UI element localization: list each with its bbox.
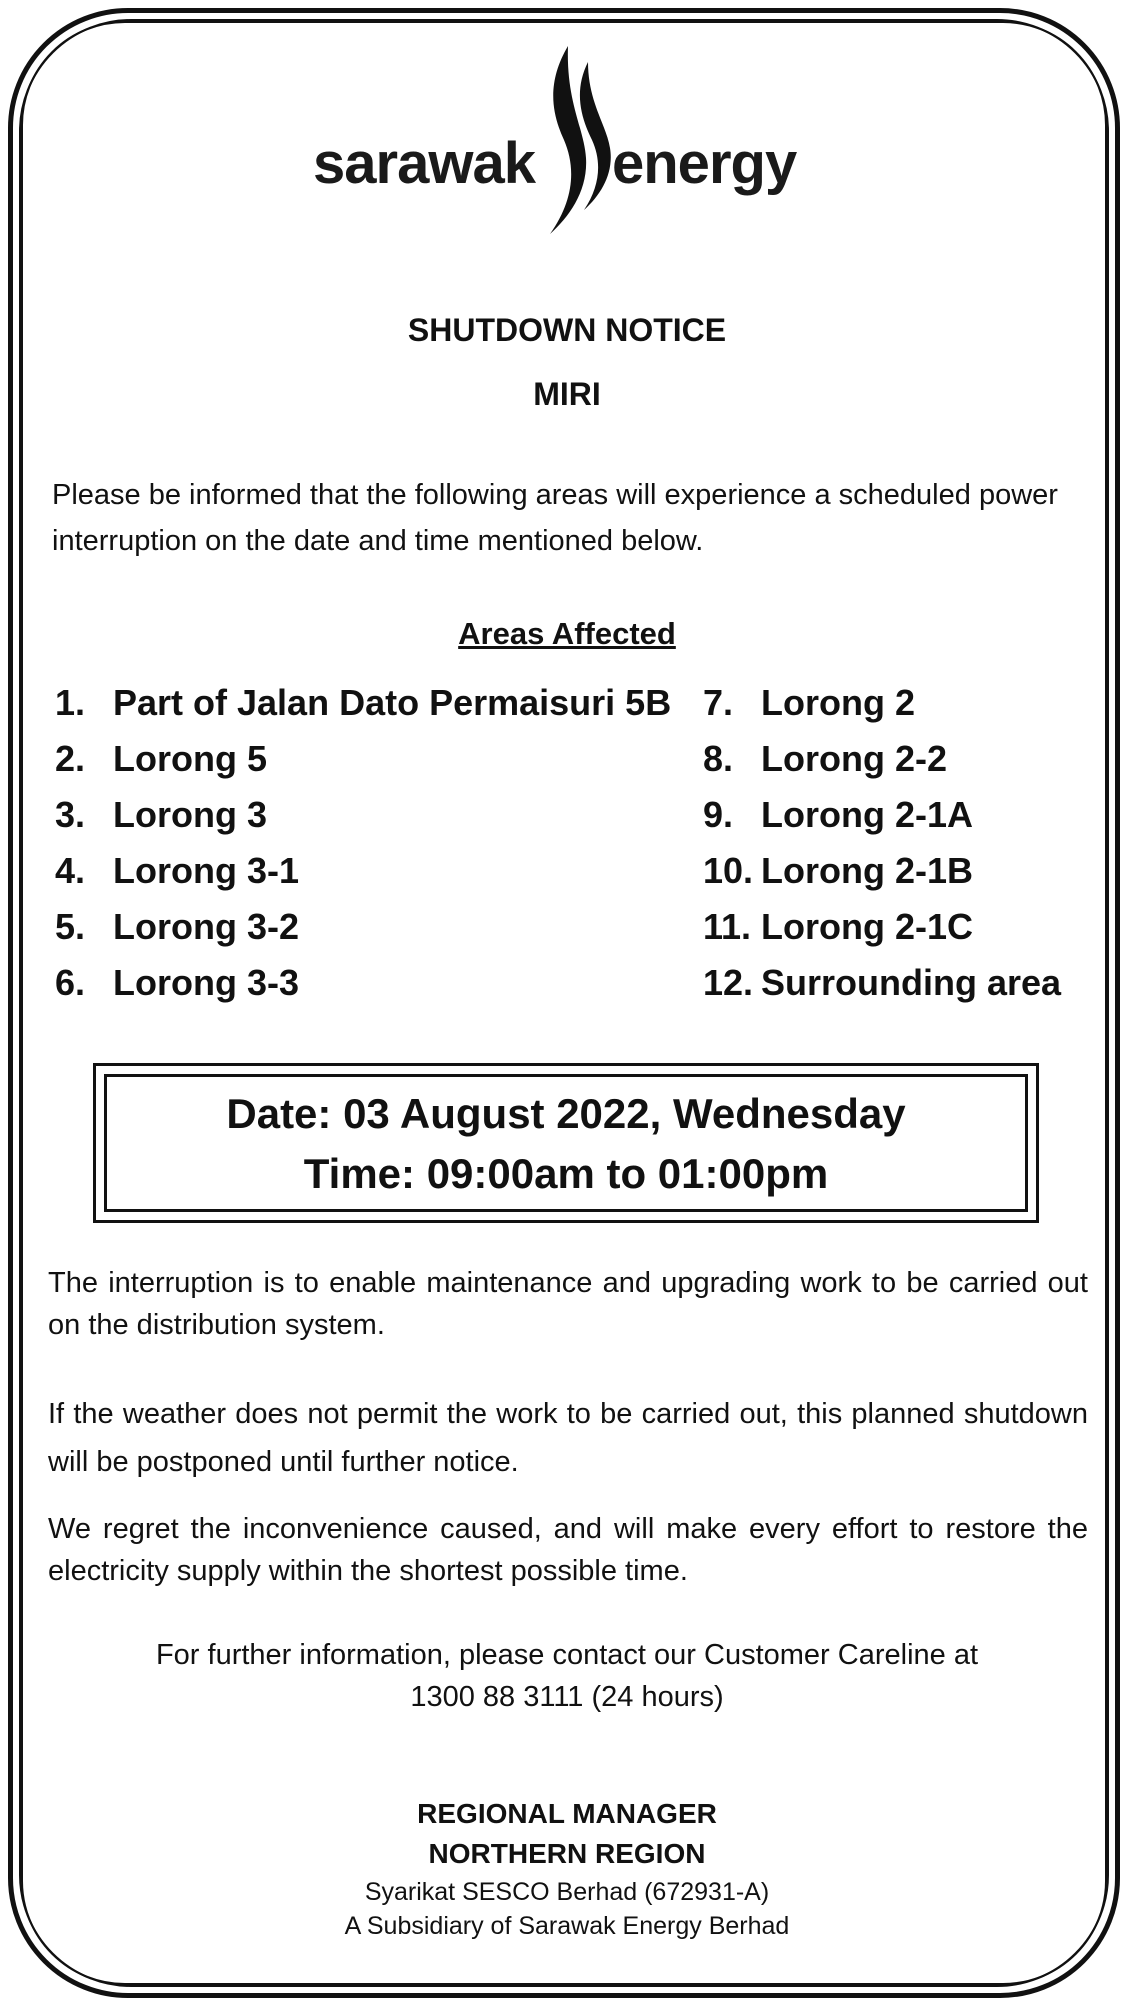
areas-column-right xyxy=(703,682,1061,1018)
body-paragraph-1: The interruption is to enable maintenance and upgrading work to be carried out on the distribution system. xyxy=(48,1267,1088,1341)
list-item xyxy=(703,906,1061,962)
contact-line-1: For further information, please contact our Customer Careline at xyxy=(155,1639,979,1671)
list-item-label: Surrounding area xyxy=(761,962,1062,1003)
list-item-label: Lorong 2-1B xyxy=(761,850,973,891)
logo-word-sarawak: sarawak xyxy=(313,131,535,196)
list-item xyxy=(55,962,671,1018)
intro-paragraph xyxy=(52,472,1092,564)
list-item-number: 2. xyxy=(55,738,86,779)
list-item-label: Lorong 2-1C xyxy=(761,906,973,947)
list-item-label: Lorong 2-2 xyxy=(761,738,947,779)
list-item-label: Lorong 5 xyxy=(113,738,267,779)
list-item-number: 4. xyxy=(55,850,86,891)
schedule-date: Date: 03 August 2022, Wednesday xyxy=(226,1090,906,1137)
list-item xyxy=(55,850,671,906)
list-item xyxy=(703,738,1061,794)
list-item-label: Lorong 3-3 xyxy=(113,962,299,1003)
list-item-label: Lorong 2-1A xyxy=(761,794,973,835)
schedule-time: Time: 09:00am to 01:00pm xyxy=(303,1150,829,1197)
list-item xyxy=(55,906,671,962)
notice-location: MIRI xyxy=(533,376,601,412)
signature-parent: A Subsidiary of Sarawak Energy Berhad xyxy=(344,1912,790,1940)
body-paragraph-2: If the weather does not permit the work to be carried out, this planned shutdown will be postponed until further notice. xyxy=(48,1398,1088,1478)
list-item-label: Part of Jalan Dato Permaisuri 5B xyxy=(113,682,672,723)
list-item-label: Lorong 2 xyxy=(761,682,915,723)
list-item-number: 8. xyxy=(703,738,734,779)
list-item xyxy=(55,738,671,794)
flame-icon xyxy=(530,40,620,240)
list-item-number: 12. xyxy=(703,962,754,1003)
list-item-label: Lorong 3-1 xyxy=(113,850,299,891)
signature-region: NORTHERN REGION xyxy=(428,1838,706,1869)
body-paragraph-3: We regret the inconvenience caused, and will make every effort to restore the electricity supply within the shortest possible time. xyxy=(48,1513,1088,1587)
list-item-number: 9. xyxy=(703,794,734,835)
signature-title: REGIONAL MANAGER xyxy=(417,1798,717,1829)
intro-line-2: interruption on the date and time mentioned below. xyxy=(52,525,704,557)
list-item xyxy=(703,682,1061,738)
intro-line-1: Please be informed that the following areas will experience a scheduled power xyxy=(52,479,1058,511)
list-item-number: 11. xyxy=(703,906,752,947)
list-item xyxy=(703,794,1061,850)
list-item-label: Lorong 3-2 xyxy=(113,906,299,947)
notice-title: SHUTDOWN NOTICE xyxy=(407,312,727,348)
list-item xyxy=(703,850,1061,906)
contact-phone: 1300 88 3111 (24 hours) xyxy=(410,1681,724,1713)
list-item xyxy=(55,682,671,738)
areas-column-left xyxy=(55,682,671,1018)
list-item-number: 7. xyxy=(703,682,734,723)
schedule-box xyxy=(93,1063,1039,1223)
areas-list xyxy=(55,682,1095,1022)
areas-heading: Areas Affected xyxy=(458,616,676,651)
list-item-number: 5. xyxy=(55,906,86,947)
list-item-label: Lorong 3 xyxy=(113,794,267,835)
list-item-number: 3. xyxy=(55,794,86,835)
list-item xyxy=(55,794,671,850)
list-item xyxy=(703,962,1061,1018)
sarawak-energy-logo xyxy=(313,40,810,240)
signature-company: Syarikat SESCO Berhad (672931-A) xyxy=(364,1878,770,1906)
list-item-number: 10. xyxy=(703,850,754,891)
list-item-number: 6. xyxy=(55,962,86,1003)
list-item-number: 1. xyxy=(55,682,86,723)
logo-word-energy: energy xyxy=(612,131,797,196)
